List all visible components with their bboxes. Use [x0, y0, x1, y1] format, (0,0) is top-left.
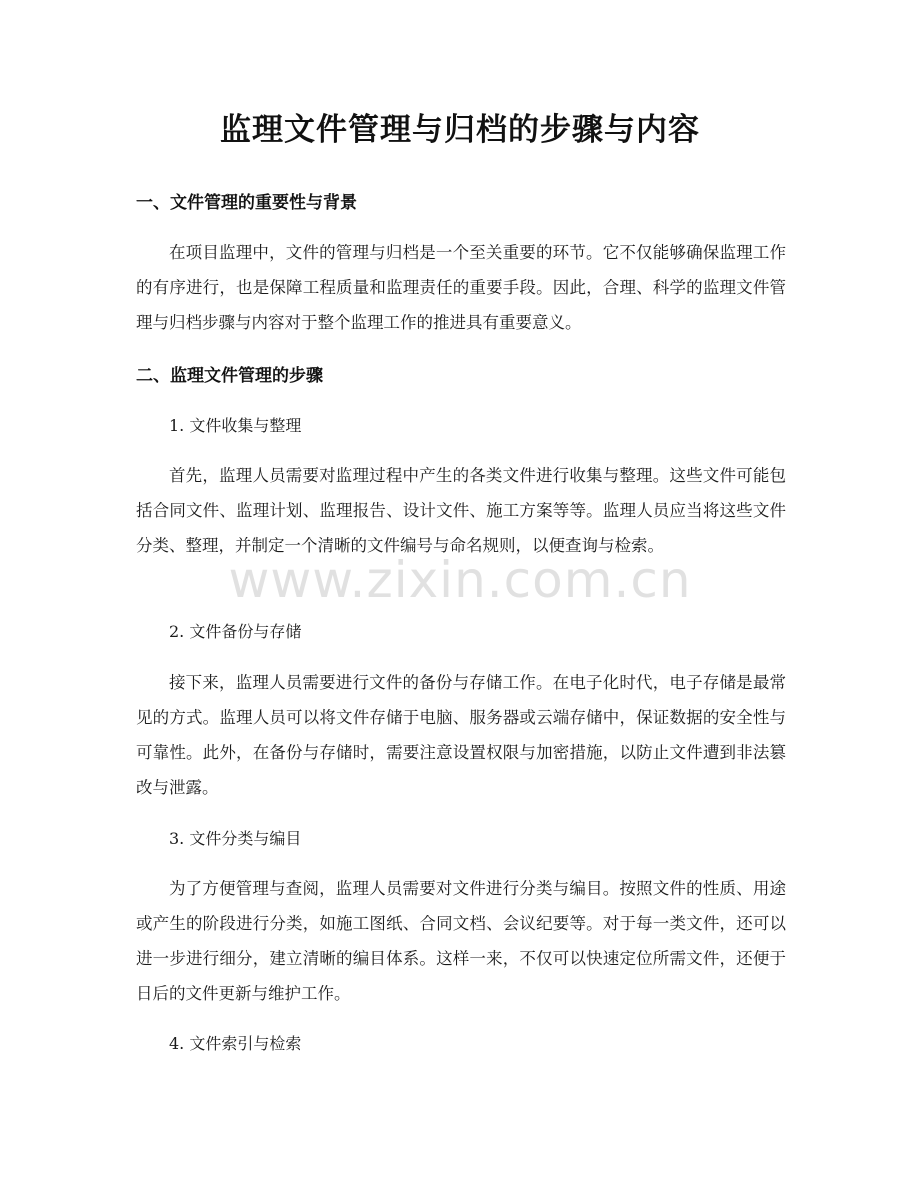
section-heading-2: 二、监理文件管理的步骤	[136, 366, 323, 386]
section-1-paragraph: 在项目监理中，文件的管理与归档是一个至关重要的环节。它不仅能够确保监理工作的有序进行，也是保障工程质量和监理责任的重要手段。因此，合理、科学的监理文件管理与归档步骤与内容对于整个监理工作的推进具有重要意义。	[136, 243, 786, 332]
step-2-label: 2. 文件备份与存储	[169, 622, 302, 641]
step-2-paragraph: 接下来，监理人员需要进行文件的备份与存储工作。在电子化时代，电子存储是最常见的方式。监理人员可以将文件存储于电脑、服务器或云端存储中，保证数据的安全性与可靠性。此外，在备份与存储时，需要注意设置权限与加密措施，以防止文件遭到非法篡改与泄露。	[136, 673, 786, 797]
step-1-paragraph: 首先，监理人员需要对监理过程中产生的各类文件进行收集与整理。这些文件可能包括合同文件、监理计划、监理报告、设计文件、施工方案等等。监理人员应当将这些文件分类、整理，并制定一个清晰的文件编号与命名规则，以便查询与检索。	[136, 466, 786, 555]
step-3-label: 3. 文件分类与编目	[169, 829, 302, 848]
watermark-text: www.zixin.com.cn	[228, 551, 692, 609]
step-1-label: 1. 文件收集与整理	[169, 416, 302, 435]
step-4-label: 4. 文件索引与检索	[169, 1034, 302, 1053]
step-3-paragraph: 为了方便管理与查阅，监理人员需要对文件进行分类与编目。按照文件的性质、用途或产生的阶段进行分类，如施工图纸、合同文档、会议纪要等。对于每一类文件，还可以进一步进行细分，建立清晰的编目体系。这样一来，不仅可以快速定位所需文件，还便于日后的文件更新与维护工作。	[136, 879, 786, 1003]
section-heading-1: 一、文件管理的重要性与背景	[136, 193, 357, 213]
document-title: 监理文件管理与归档的步骤与内容	[220, 112, 700, 148]
